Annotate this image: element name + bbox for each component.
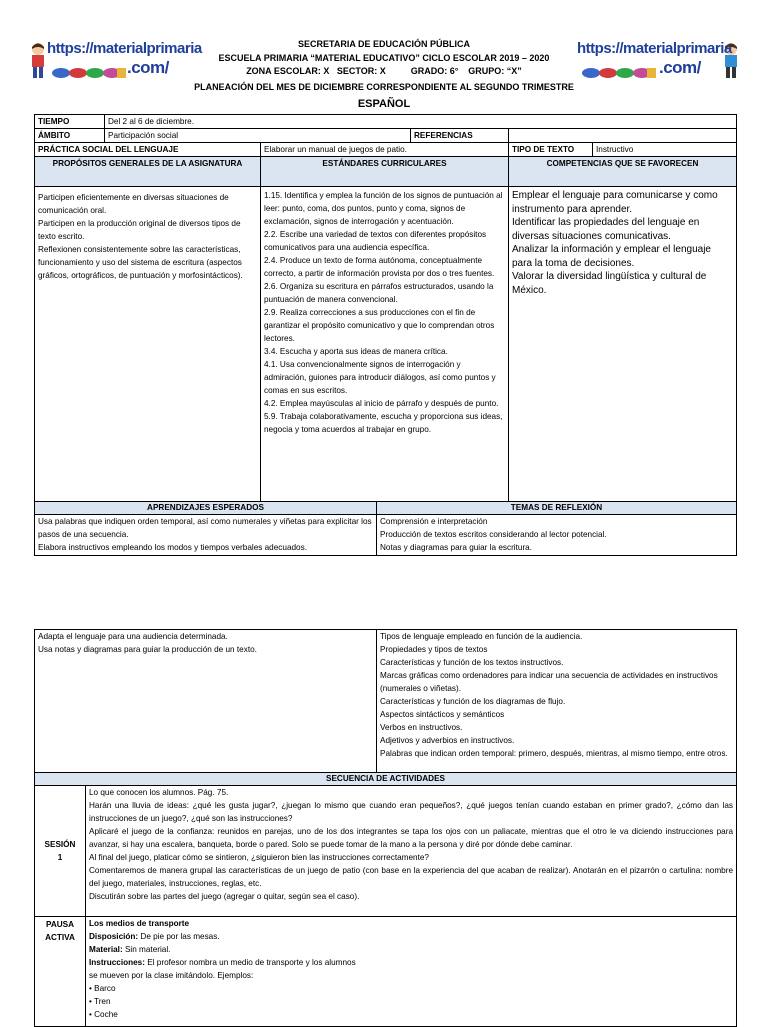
referencias-label: REFERENCIAS — [411, 129, 509, 143]
books-icon — [51, 66, 127, 80]
pausa-activa-label: PAUSA ACTIVA — [35, 917, 86, 1027]
temas-reflexion-header: TEMAS DE REFLEXIÓN — [377, 502, 737, 515]
tipo-texto-label: TIPO DE TEXTO — [509, 143, 593, 157]
list-item: • Coche — [89, 1010, 118, 1019]
logo-left — [27, 40, 202, 82]
practica-label: PRÁCTICA SOCIAL DEL LENGUAJE — [35, 143, 261, 157]
disposicion-value: De pie por las mesas. — [138, 932, 220, 941]
logo-url-line2: .com/ — [127, 58, 169, 77]
page2-table — [34, 629, 737, 1027]
practica-value: Elaborar un manual de juegos de patio. — [261, 143, 509, 157]
competencias-text: Emplear el lenguaje para comunicarse y como instrumento para aprender. Identificar las propiedades del lenguaje en diversas situaciones comunicativas. Analizar la información y emplear el lenguaje para la toma de decisiones. Valorar la diversidad lingüística y cultural de México. — [509, 187, 737, 502]
referencias-value — [509, 129, 737, 143]
sesion-1-label: SESIÓN 1 — [35, 786, 86, 917]
logo-right — [577, 40, 742, 82]
planning-table — [34, 114, 737, 502]
tipo-texto-value: Instructivo — [593, 143, 737, 157]
aprendizajes-text: Usa palabras que indiquen orden temporal, así como numerales y viñetas para explicitar los pasos de una secuencia. Elabora instructivos empleando los modos y tiempos verbales adecuados. — [35, 515, 377, 556]
material-value: Sin material. — [122, 945, 171, 954]
aprendizajes-table — [34, 501, 737, 556]
tiempo-value: Del 2 al 6 de diciembre. — [105, 115, 737, 129]
logo-url-line1: https://materialprimaria — [577, 40, 732, 57]
student-icon — [27, 42, 49, 80]
sesion-1-text: Lo que conocen los alumnos. Pág. 75. Harán una lluvia de ideas: ¿qué les gusta jugar?, ¿juegan lo mismo que cuando eran pequeños?, ¿qué juegos tenían cuando estaban en primer grado?, ¿cómo dan las instrucciones de un juego?, ¿qué son las instrucciones? Aplicaré el juego de la confianza: reunidos en parejas, uno de los dos integrantes se tapa los ojos con un paliacate, mientras que el otro le va diciendo instrucciones para avanzar, si hay una escalera, banqueta, borde o pared. Solo se puede tomar de la mano a la persona y diré por dónde debe caminar. Al final del juego, platicar cómo se sintieron, ¿siguieron bien las instrucciones correctamente? Comentaremos de manera grupal las características de un juego de patio (con base en la experiencia del que acaban de realizar). Anotarán en el pizarrón o cartulina: nombre del juego, materiales, instrucciones, reglas, etc. Discutirán sobre las partes del juego (agregar o quitar, según sea el caso). — [86, 786, 737, 917]
instrucciones-value: El profesor nombra un medio de transporte y los alumnos se mueven por la clase imitándolo. Ejemplos: — [89, 958, 356, 980]
ambito-label: ÁMBITO — [35, 129, 105, 143]
header-line3: ZONA ESCOLAR: X SECTOR: X GRADO: 6° GRUPO: “X” — [246, 66, 522, 76]
header-line4: PLANEACIÓN DEL MES DE DICIEMBRE CORRESPONDIENTE AL SEGUNDO TRIMESTRE — [194, 82, 574, 92]
secuencia-header: SECUENCIA DE ACTIVIDADES — [35, 773, 737, 786]
propositos-text: Participen eficientemente en diversas situaciones de comunicación oral. Participen en la producción original de diversos tipos de texto escrito. Reflexionen consistentemente sobre las características, funcionamiento y uso del sistema de escritura (aspectos gráficos, ortográficos, de puntuación y morfosintácticos). — [35, 187, 261, 502]
pausa-instrucciones — [89, 956, 733, 982]
instrucciones-label: Instrucciones: — [89, 958, 145, 967]
logo-url-line2: .com/ — [659, 58, 701, 77]
page2-aprendizajes-text: Adapta el lenguaje para una audiencia determinada. Usa notas y diagramas para guiar la producción de un texto. — [35, 630, 377, 773]
subject-title: ESPAÑOL — [357, 98, 411, 110]
estandares-text: 1.15. Identifica y emplea la función de los signos de puntuación al leer: punto, coma, dos puntos, punto y coma, signos de exclamación, signos de interrogación y acentuación. 2.2. Escribe una variedad de textos con diferentes propósitos comunicativos para una audiencia específica. 2.4. Produce un texto de forma autónoma, conceptualmente correcto, a partir de información provista por dos o tres fuentes. 2.6. Organiza su escritura en párrafos estructurados, usando la puntuación de manera convencional. 2.9. Realiza correcciones a sus producciones con el fin de garantizar el propósito comunicativo y que lo comprendan otros lectores. 3.4. Escucha y aporta sus ideas de manera crítica. 4.1. Usa convencionalmente signos de interrogación y admiración, guiones para introducir diálogos, así como puntos y comas en sus escritos. 4.2. Emplea mayúsculas al inicio de párrafo y después de punto. 5.9. Trabaja colaborativamente, escucha y proporciona sus ideas, negocia y toma acuerdos al trabajar en grupo. — [261, 187, 509, 502]
header-line2: ESCUELA PRIMARIA “MATERIAL EDUCATIVO” CICLO ESCOLAR 2019 – 2020 — [218, 53, 550, 63]
pausa-title: Los medios de transporte — [89, 919, 190, 928]
propositos-header: PROPÓSITOS GENERALES DE LA ASIGNATURA — [35, 157, 261, 187]
list-item: • Tren — [89, 997, 111, 1006]
list-item: • Barco — [89, 984, 116, 993]
disposicion-label: Disposición: — [89, 932, 139, 941]
tiempo-label: TIEMPO — [35, 115, 105, 129]
pausa-material — [89, 943, 733, 956]
ambito-value: Participación social — [105, 129, 411, 143]
material-label: Material: — [89, 945, 123, 954]
temas-reflexion-text: Comprensión e interpretación Producción de textos escritos considerando al lector potencial. Notas y diagramas para guiar la escritura. — [377, 515, 737, 556]
estandares-header: ESTÁNDARES CURRICULARES — [261, 157, 509, 187]
page2-temas-text: Tipos de lenguaje empleado en función de la audiencia. Propiedades y tipos de textos Características y función de los textos instructivos. Marcas gráficas como ordenadores para indicar una secuencia de actividades en instructivos (numerales o viñetas). Características y función de los diagramas de flujo. Aspectos sintácticos y semánticos Verbos en instructivos. Adjetivos y adverbios en instructivos. Palabras que indican orden temporal: primero, después, mientras, al mismo tiempo, entre otros. — [377, 630, 737, 773]
pausa-disposicion — [89, 930, 733, 943]
aprendizajes-header: APRENDIZAJES ESPERADOS — [35, 502, 377, 515]
books-icon — [581, 66, 657, 80]
pausa-activa-content — [86, 917, 737, 1027]
header-line1: SECRETARIA DE EDUCACIÓN PÚBLICA — [297, 39, 470, 49]
logo-url-line1: https://materialprimaria — [47, 40, 202, 57]
competencias-header: COMPETENCIAS QUE SE FAVORECEN — [509, 157, 737, 187]
